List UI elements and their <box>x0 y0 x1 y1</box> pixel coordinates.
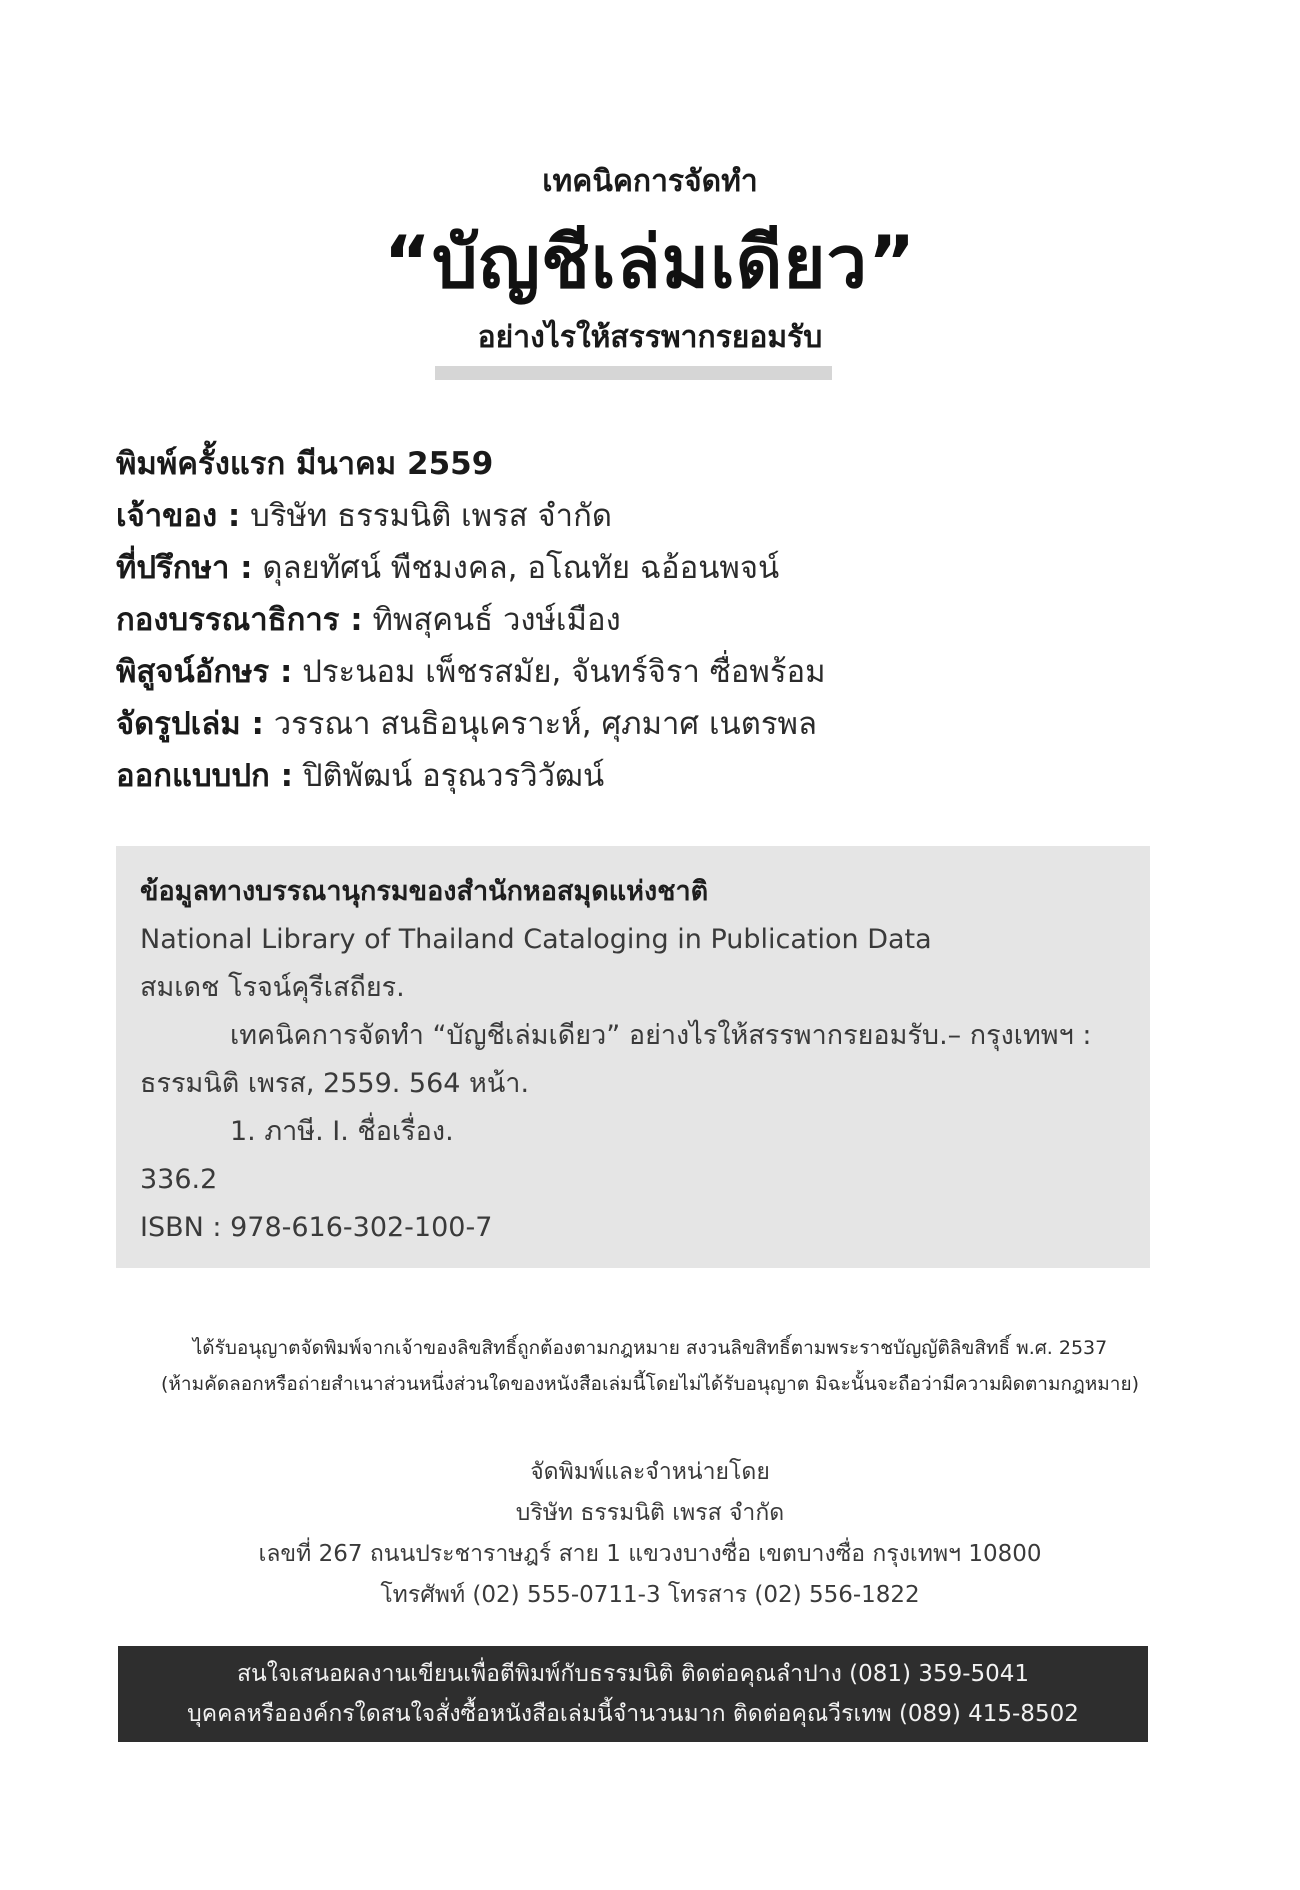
publisher-info <box>0 1452 1300 1616</box>
cip-heading: ข้อมูลทางบรรณานุกรมของสำนักหอสมุดแห่งชาติ <box>140 876 709 907</box>
publisher-caption: จัดพิมพ์และจำหน่ายโดย <box>530 1459 770 1485</box>
layout-label: จัดรูปเล่ม : <box>116 706 264 742</box>
cip-data-box <box>116 846 1150 1268</box>
book-title: “บัญชีเล่มเดียว” <box>383 220 917 304</box>
copyright-warning-line: (ห้ามคัดลอกหรือถ่ายสำเนาส่วนหนึ่งส่วนใดของหนังสือเล่มนี้โดยไม่ได้รับอนุญาต มิฉะนั้นจะถือว่ามีความผิดตามกฎหมาย) <box>160 1373 1140 1395</box>
advisor-value: ดุลยทัศน์ พืชมงคล, อโณทัย ฉอ้อนพจน์ <box>252 550 780 586</box>
cover-design-label: ออกแบบปก : <box>116 758 293 794</box>
publisher-phone: โทรศัพท์ (02) 555-0711-3 โทรสาร (02) 556-1822 <box>380 1582 920 1608</box>
advisor-line <box>116 542 1196 594</box>
proofreader-value: ประนอม เพ็ชรสมัย, จันทร์จิรา ซื่อพร้อม <box>292 654 826 690</box>
editorial-line <box>116 594 1196 646</box>
cover-design-line <box>116 750 1196 802</box>
cip-heading-english: National Library of Thailand Cataloging in Publication Data <box>140 924 932 955</box>
book-subtitle: อย่างไรให้สรรพากรยอมรับ <box>477 320 823 355</box>
title-block <box>0 160 1300 360</box>
cover-design-value: ปิติพัฒน์ อรุณวรวิวัฒน์ <box>292 758 605 794</box>
contact-submission-line: สนใจเสนอผลงานเขียนเพื่อตีพิมพ์กับธรรมนิติ ติดต่อคุณลำปาง (081) 359-5041 <box>236 1661 1030 1687</box>
contact-bar <box>118 1646 1148 1742</box>
editorial-label: กองบรรณาธิการ : <box>116 602 363 638</box>
owner-line <box>116 490 1196 542</box>
cip-subject: 1. ภาษี. I. ชื่อเรื่อง. <box>230 1116 454 1147</box>
edition-label: พิมพ์ครั้งแรก มีนาคม 2559 <box>116 446 494 482</box>
contact-bulk-order-line: บุคคลหรือองค์กรใดสนใจสั่งซื้อหนังสือเล่มนี้จำนวนมาก ติดต่อคุณวีรเทพ (089) 415-8502 <box>187 1701 1079 1727</box>
cip-author: สมเดช โรจน์คุรีเสถียร. <box>140 972 405 1003</box>
contact-content <box>118 1654 1148 1734</box>
publisher-address: เลขที่ 267 ถนนประชาราษฎร์ สาย 1 แขวงบางซื่อ เขตบางซื่อ กรุงเทพฯ 10800 <box>258 1541 1042 1567</box>
advisor-label: ที่ปรึกษา : <box>116 550 253 586</box>
layout-value: วรรณา สนธิอนุเคราะห์, ศุภมาศ เนตรพล <box>263 706 817 742</box>
cip-content <box>140 868 1130 1252</box>
copyright-notice <box>0 1330 1300 1402</box>
credits-section <box>116 438 1196 802</box>
cip-title-line: เทคนิคการจัดทำ “บัญชีเล่มเดียว” อย่างไรให้สรรพากรยอมรับ.– กรุงเทพฯ : <box>230 1020 1092 1051</box>
proofreader-line <box>116 646 1196 698</box>
owner-value: บริษัท ธรรมนิติ เพรส จำกัด <box>240 498 612 534</box>
cip-isbn: ISBN : 978-616-302-100-7 <box>140 1212 493 1243</box>
owner-label: เจ้าของ : <box>116 498 241 534</box>
editorial-value: ทิพสุคนธ์ วงษ์เมือง <box>362 602 621 638</box>
publisher-name: บริษัท ธรรมนิติ เพรส จำกัด <box>515 1500 785 1526</box>
cip-publisher-line: ธรรมนิติ เพรส, 2559. 564 หน้า. <box>140 1068 530 1099</box>
title-prefix: เทคนิคการจัดทำ <box>542 164 758 199</box>
edition-line <box>116 438 1196 490</box>
proofreader-label: พิสูจน์อักษร : <box>116 654 293 690</box>
cip-classification: 336.2 <box>140 1164 218 1195</box>
layout-line <box>116 698 1196 750</box>
copyright-line: ได้รับอนุญาตจัดพิมพ์จากเจ้าของลิขสิทธิ์ถูกต้องตามกฎหมาย สงวนลิขสิทธิ์ตามพระราชบัญญัติลิขสิทธิ์ พ.ศ. 2537 <box>192 1337 1108 1359</box>
title-divider <box>435 366 832 380</box>
